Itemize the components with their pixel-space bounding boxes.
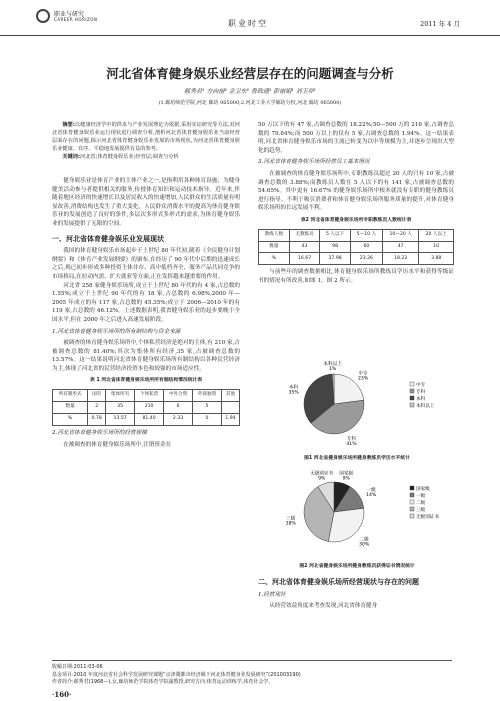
table-cell: 2.33 <box>164 414 193 426</box>
section-2-heading: 二、河北省体育健身娱乐场所经营现状与存在的问题 <box>258 578 419 586</box>
table-cell: 0.78 <box>88 414 106 426</box>
table-header-cell: 个体私营 <box>135 390 164 402</box>
legend-label: 本科 <box>416 397 426 402</box>
pie-slice-label: 国家级 9% <box>339 471 354 482</box>
table-cell <box>222 402 240 414</box>
table-cell: 13.57 <box>106 414 135 426</box>
table-row <box>53 402 240 414</box>
section-1-paragraph-1: 我国的体育健身娱乐市场起步于上世纪 80 年代初,随着《全民健身计划纲要》和《体育产业发展纲要》的颁布,在经历了 90 年代中后期的迅速成长之后,现已初步形成多种投资主体并存、高中低档齐全、服务产品共同竞争的市场格局,在拉动内需、扩大就业等方面,正在发挥越来越重要的作用。 <box>52 248 240 280</box>
table-cell: 98 <box>320 241 350 253</box>
subsection-3-heading: 3.河北省体育健身娱乐场所经营员工基本情况 <box>258 159 370 166</box>
table-header-cell: 20 人以上 <box>419 229 454 241</box>
table-header-cell: 集体所有 <box>106 390 135 402</box>
table-header-cell: 教练人数 <box>259 229 290 241</box>
keywords-label: 关键词: <box>62 154 81 160</box>
table-header-cell: 无教练员 <box>289 229 320 241</box>
pie-slice-label: 三级 38% <box>285 516 296 527</box>
legend-swatch <box>410 389 414 393</box>
pie-slice-label: 中专 23% <box>357 371 369 382</box>
abstract-text: 以健康经济学中的供求与产业发展理论为依据,采用实证研究等方法,对河北省体育健身娱乐业运行现状进行调查分析,剖析河北省体育健身娱乐业当前经营层面存在的问题,揭示河北省体育健身娱乐业发展的市场现状,为河北省体育健身娱乐业健康、有序、平稳地发展提供有益的参考。 <box>52 122 240 152</box>
author-list: 郝秀君¹ 方向丽² 金卫东² 鲁政通¹ 彭丽娟¹ 刘玉祥¹ <box>184 88 316 95</box>
table-cell: 210 <box>135 402 164 414</box>
section-1-paragraph-2: 河北省 258 家健身娱乐场所,成立于上世纪 80 年代的有 4 家,占总数的 1.55%;成立于上世纪 90 年代的有 18 家,占总数的 6.98%,2000 年—2005 年成立的有 117 家,占总数的 45.35%;成立于 2006—2010 年的有 119 家,占总数的 46.12%。上述数据表明,我省健身娱乐业的起步要晚于全国水平,但在 2000 年之后进入高速发展阶段。 <box>52 282 240 323</box>
table-row <box>259 241 454 253</box>
intro-paragraph: 健身娱乐业是体育产业的主体产业之一,是指利用各种体育设施、为健身健美活动参与者提供相关的服务,传授体育知识和运动技术指导。近年来,伴随着地区经济的快速增长以及居民收入的快速增加,人民群众的生活质量有明显改善,消费结构也发生了重大变化。人民群众消费水平的提高为体育健身娱乐业的发展创造了良好的条件,多层次多形式多形式的需求,为体育健身娱乐业的发展提供了无限的空间。 <box>52 178 240 227</box>
table-cell: 1.94 <box>222 414 240 426</box>
table-header-cell: 国有 <box>88 390 106 402</box>
pie-slice-label: 无级别证书 9% <box>310 471 334 482</box>
table-row <box>259 229 454 241</box>
pie-slice-label: 一级 14% <box>366 488 377 499</box>
subsection-1-heading: 1.河北省体育健身娱乐场所的所有制结构与资金来源 <box>52 328 181 335</box>
legend-swatch <box>410 486 414 490</box>
table-row <box>53 414 240 426</box>
table-header-cell: 外商独资 <box>193 390 222 402</box>
legend-label: 一级 <box>416 494 426 499</box>
table-cell: 0 <box>193 414 222 426</box>
figure-2-caption: 图2 河北省健身娱乐场所健身教练员获得证书情况统计 <box>299 564 415 569</box>
table-cell: 16.67 <box>289 253 320 265</box>
figure-1-caption: 图1 河北省健身娱乐场所健身教练员学历水平统计 <box>304 456 410 461</box>
table-cell: 3.88 <box>419 253 454 265</box>
legend-swatch <box>410 514 414 518</box>
table-row <box>259 253 454 265</box>
table-cell: 23.26 <box>350 253 382 265</box>
pie-slice-label: 二级 30% <box>359 537 370 548</box>
table-header-cell: 5 人以下 <box>320 229 350 241</box>
table-header-cell: 其他 <box>222 390 240 402</box>
section-title: 职业时空 <box>228 19 268 28</box>
table-cell: 6 <box>164 402 193 414</box>
legend-label: 中专 <box>416 383 426 388</box>
right-paragraph-1: 50 万以下的有 47 家,占调查总数的 18.22%;50—500 万的 216 家,占调查总数的 79.84%;而 500 万以上的仅有 5 家,占调查总数的 1.94%。这一结果表明,河北省体育健身娱乐市场的主流已转变为以中等规模为主,并逐步呈现出大型化的趋势。 <box>258 122 454 154</box>
pie-slice-label: 本科 35% <box>288 385 299 396</box>
paper-title: 河北省体育健身娱乐业经营层存在的问题调查与分析 <box>106 66 394 81</box>
right-paragraph-2: 在被调查的体育健身娱乐场所中,专职教练员超过 20 人的只有 10 家,占被调查总数的 3.88%;而教练员人数在 5 人以下的有 141 家,占被调查总数的 54.65%。其中更有 16.67% 的健身娱乐场所中根本就没有专职的健身教练员进行指导。不利于吸引消费者和体育健身娱乐场所服务质量的提升,对体育健身娱乐场所的长远发展不利。 <box>258 170 454 212</box>
received-date: 收稿日期:2011-03-06 <box>52 664 103 670</box>
abstract-label: 摘要: <box>62 122 75 128</box>
right-paragraph-3: 与前些年的调查数据相比,体育健身娱乐场所教练员学历水平和获得等级证书的情况有所改善,如图 1、图 2 所示。 <box>258 269 454 285</box>
table-cell: 18.22 <box>382 253 418 265</box>
page-header <box>0 0 500 36</box>
subsection-1-paragraph: 被调查的体育健身娱乐场所中,个体私营经济是绝对的主体,有 210 家,占被调查总数的 81.40%;其次为集体所有经济,35 家,占被调查总数的 13.57%。这一结果说明河北省体育健身娱乐场所有制结构以各种民营经济为主,体现了河北省的民营经济投资本色和较强的市场适应性。 <box>52 340 240 372</box>
journal-name-en: CAREER HORIZON <box>54 17 98 22</box>
figure-2-pie-chart <box>262 462 452 558</box>
figure-1 <box>262 352 452 460</box>
table-cell: 5 <box>193 402 222 414</box>
author-bio: 作者简介:郝秀君(1968—),女,廊坊师范学院体育学院副教授,研究方向:体育运动训练学,体育社会学。 <box>52 679 274 686</box>
subsection-2-paragraph: 在被调查的体育健身娱乐场所中,注册资金在 <box>63 441 172 448</box>
right-column <box>258 121 454 286</box>
journal-name-cn: 职业与研究 <box>54 11 85 18</box>
page-number: ·160· <box>52 690 72 699</box>
legend-label: 本科以上 <box>416 404 435 409</box>
legend-label: 无级别证书 <box>416 515 439 520</box>
legend-swatch <box>410 403 414 407</box>
table-cell: 数量 <box>53 402 88 414</box>
table-1-caption: 表 1 河北省体育健身娱乐场所所有制结构情况统计表 <box>89 378 203 384</box>
table-cell: 2 <box>88 402 106 414</box>
legend-swatch <box>410 493 414 497</box>
legend-label: 二级 <box>416 501 426 506</box>
legend-label: 三级 <box>416 508 426 513</box>
left-column <box>52 177 240 449</box>
section-2-block <box>258 572 454 611</box>
table-cell: 数量 <box>259 241 290 253</box>
pie-slice-label: 专科 41% <box>346 436 357 447</box>
legend-label: 专科 <box>416 390 426 395</box>
table-cell: 60 <box>350 241 382 253</box>
table-1 <box>52 389 240 426</box>
issue-date: 2011 年 4 月 <box>420 20 460 28</box>
table-cell: % <box>53 414 88 426</box>
journal-logo-icon <box>36 9 50 23</box>
legend-swatch <box>410 382 414 386</box>
pie-slice-label: 本科以上 1% <box>323 362 342 373</box>
section-2-subheading: 1.经营现状 <box>258 591 286 598</box>
affiliation: (1.廊坊师范学院,河北 廊坊 065000;2.河北工业大学廊坊分校,河北 廊坊 065000) <box>158 100 342 106</box>
figure-2 <box>262 462 452 568</box>
table-2 <box>258 229 454 266</box>
abstract-block <box>52 121 240 161</box>
legend-swatch <box>410 507 414 511</box>
fund-note: 基金项目:2010 年度河北省社会科学发展研究课题“京津冀都市经济圈下河北体育健身业发展研究”(201003190) <box>52 671 301 678</box>
table-cell: 81.40 <box>135 414 164 426</box>
table-header-cell: 中外合资 <box>164 390 193 402</box>
legend-label: 国家级 <box>416 487 430 492</box>
legend-swatch <box>410 396 414 400</box>
table-cell: % <box>259 253 290 265</box>
table-header-cell: 10—20 人 <box>382 229 418 241</box>
table-header-cell: 5—10 人 <box>350 229 382 241</box>
keywords-text: 河北省;体育健身娱乐业;经营层;调查与分析 <box>80 154 179 160</box>
table-cell: 10 <box>419 241 454 253</box>
legend-swatch <box>410 500 414 504</box>
table-cell: 43 <box>289 241 320 253</box>
table-row <box>53 390 240 402</box>
section-2-paragraph: 从经营效益角度来考查发现,河北省体育健身 <box>269 603 378 610</box>
table-2-caption: 表2 河北省体育健身娱乐场所专职教练员人数统计表 <box>300 217 412 223</box>
table-cell: 47 <box>382 241 418 253</box>
subsection-2-heading: 2.河北省体育健身娱乐场所的经营规模 <box>52 429 147 436</box>
table-header-cell: 所有制形式 <box>53 390 88 402</box>
table-cell: 35 <box>106 402 135 414</box>
table-cell: 37.98 <box>320 253 350 265</box>
figure-1-pie-chart <box>262 352 452 450</box>
section-1-heading: 一、河北省体育健身娱乐业发展现状 <box>52 234 164 243</box>
footnote-block <box>52 660 452 687</box>
